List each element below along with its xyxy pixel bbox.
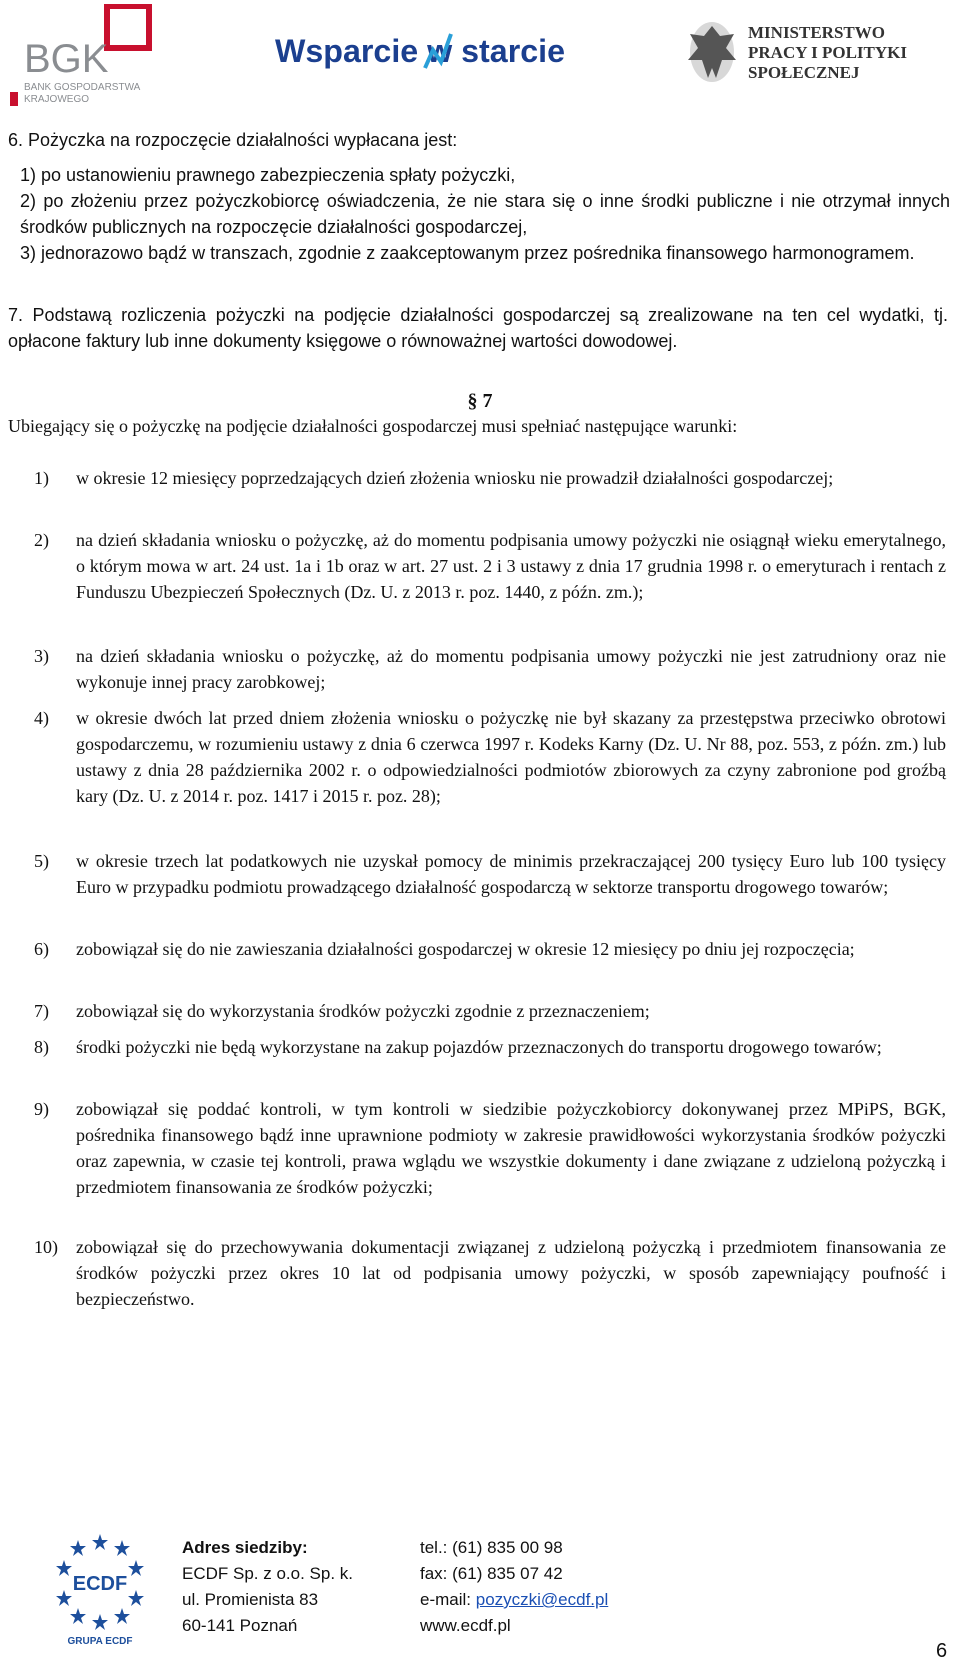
condition-item: [34, 1096, 946, 1200]
condition-text: na dzień składania wniosku o pożyczkę, aż do momentu podpisania umowy pożyczki nie jest zatrudniony oraz nie wykonuje innej pracy zarobkowej;: [76, 646, 946, 692]
fax-number: fax: (61) 835 07 42: [420, 1564, 563, 1583]
paragraph-intro: Ubiegający się o pożyczkę na podjęcie działalności gospodarczej musi spełniać następujące warunki:: [8, 416, 738, 436]
bgk-logo-subtitle-1: BANK GOSPODARSTWA: [24, 82, 141, 93]
condition-text: zobowiązał się do przechowywania dokumentacji związanej z udzieloną pożyczką i przedmiotem finansowania ze środków pożyczki przez okres 10 lat od podpisania umowy pożyczki, w sposób zapewniający poufność i bezpieczeństwo.: [76, 1237, 946, 1309]
website-link[interactable]: www.ecdf.pl: [420, 1616, 511, 1635]
page-number: 6: [936, 1640, 948, 1662]
condition-number: 3): [34, 646, 49, 666]
ecdf-logo-text: ECDF: [72, 1573, 128, 1595]
condition-item: [34, 705, 946, 809]
condition-number: 2): [34, 530, 49, 550]
condition-text: w okresie 12 miesięcy poprzedzających dzień złożenia wniosku nie prowadził działalności gospodarczej;: [76, 468, 834, 488]
condition-item: [34, 1034, 946, 1060]
condition-item: [34, 465, 946, 491]
section-7-point: 7. Podstawą rozliczenia pożyczki na podjęcie działalności gospodarczej są zrealizowane na ten cel wydatki, tj. opłacone faktury lub inne dokumenty księgowe o równoważnej wartości dowodowej.: [8, 305, 948, 351]
ecdf-logo-caption: GRUPA ECDF: [67, 1636, 133, 1647]
wws-logo-text: Wsparcie w starcie: [275, 33, 565, 69]
wsparcie-w-starcie-logo: [275, 28, 575, 76]
condition-text: zobowiązał się do nie zawieszania działalności gospodarczej w okresie 12 miesięcy po dniu jej rozpoczęcia;: [76, 939, 855, 959]
city-address: 60-141 Poznań: [182, 1616, 298, 1635]
condition-item: [34, 936, 946, 962]
condition-item: [34, 643, 946, 695]
ecdf-logo: [50, 1528, 150, 1648]
paragraph-title: § 7: [467, 390, 493, 412]
ministry-line-1: MINISTERSTWO: [748, 23, 885, 42]
bgk-logo: [10, 4, 160, 114]
company-name: ECDF Sp. z o.o. Sp. k.: [182, 1564, 354, 1583]
street-address: ul. Promienista 83: [182, 1590, 319, 1609]
ministry-line-2: PRACY I POLITYKI: [748, 43, 907, 62]
condition-number: 10): [34, 1237, 58, 1257]
condition-number: 6): [34, 939, 49, 959]
condition-text: środki pożyczki nie będą wykorzystane na zakup pojazdów przeznaczonych do transportu drogowego towarów;: [76, 1037, 882, 1057]
bgk-logo-subtitle-2: KRAJOWEGO: [24, 94, 90, 105]
bgk-logo-text: BGK: [24, 37, 109, 81]
condition-item: [34, 527, 946, 605]
condition-number: 9): [34, 1099, 49, 1119]
condition-number: 4): [34, 708, 49, 728]
condition-number: 8): [34, 1037, 49, 1057]
condition-item: [34, 848, 946, 900]
condition-number: 7): [34, 1001, 49, 1021]
email-label: e-mail:: [420, 1590, 476, 1609]
condition-text: zobowiązał się poddać kontroli, w tym kontroli w siedzibie pożyczkobiorcy dokonywanej przez MPiPS, BGK, pośrednika finansowego bądź inne uprawnione podmioty w zakresie prawidłowości wykorzystania środków pożyczki oraz zapewnia, w czasie tej kontroli, prawa wglądu we wszystkie dokumenty i dane związane z udzieloną pożyczką i przedmiotem finansowania ze środków pożyczki;: [76, 1099, 946, 1197]
section-6-item-1: 1) po ustanowieniu prawnego zabezpieczenia spłaty pożyczki,: [20, 165, 516, 185]
ministry-logo: [680, 12, 950, 92]
ministry-line-3: SPOŁECZNEJ: [748, 63, 860, 82]
eagle-emblem-icon: [688, 22, 736, 82]
address-label: Adres siedziby:: [182, 1538, 308, 1557]
condition-text: zobowiązał się do wykorzystania środków pożyczki zgodnie z przeznaczeniem;: [76, 1001, 650, 1021]
section-6-item-2: 2) po złożeniu przez pożyczkobiorcę oświadczenia, że nie stara się o inne środki publiczne i nie otrzymał innych środków publicznych na rozpoczęcie działalności gospodarczej,: [20, 191, 950, 237]
phone-number: tel.: (61) 835 00 98: [420, 1538, 563, 1557]
condition-text: w okresie dwóch lat przed dniem złożenia wniosku o pożyczkę nie był skazany za przestępstwa przeciwko obrotowi gospodarczemu, w rozumieniu ustawy z dnia 6 czerwca 1997 r. Kodeks Karny (Dz. U. Nr 88, poz. 553, z późn. zm.) lub ustawy z dnia 28 października 2002 r. o odpowiedzialności podmiotów zbiorowych za czyny zabronione pod groźbą kary (Dz. U. z 2014 r. poz. 1417 i 2015 r. poz. 28);: [76, 708, 946, 806]
section-6-item-3: 3) jednorazowo bądź w transzach, zgodnie z zaakceptowanym przez pośrednika finansowego harmonogramem.: [20, 243, 915, 263]
condition-text: w okresie trzech lat podatkowych nie uzyskał pomocy de minimis przekraczającej 200 tysięcy Euro lub 100 tysięcy Euro w przypadku podmiotu prowadzącego działalność gospodarczą w sektorze transportu drogowego towarów;: [76, 851, 946, 897]
condition-text: na dzień składania wniosku o pożyczkę, aż do momentu podpisania umowy pożyczki nie osiągnął wieku emerytalnego, o którym mowa w art. 24 ust. 1a i 1b oraz w art. 27 ust. 2 i 3 ustawy z dnia 17 grudnia 1998 r. o emeryturach i rentach z Funduszu Ubezpieczeń Społecznych (Dz. U. z 2013 r. poz. 1440, z późn. zm.);: [76, 530, 946, 602]
condition-item: [34, 1234, 946, 1312]
section-6-heading: 6. Pożyczka na rozpoczęcie działalności wypłacana jest:: [8, 130, 458, 150]
condition-number: 1): [34, 468, 49, 488]
email-link[interactable]: pozyczki@ecdf.pl: [475, 1590, 609, 1609]
email-line: [420, 1587, 608, 1613]
condition-item: [34, 998, 946, 1024]
condition-number: 5): [34, 851, 49, 871]
